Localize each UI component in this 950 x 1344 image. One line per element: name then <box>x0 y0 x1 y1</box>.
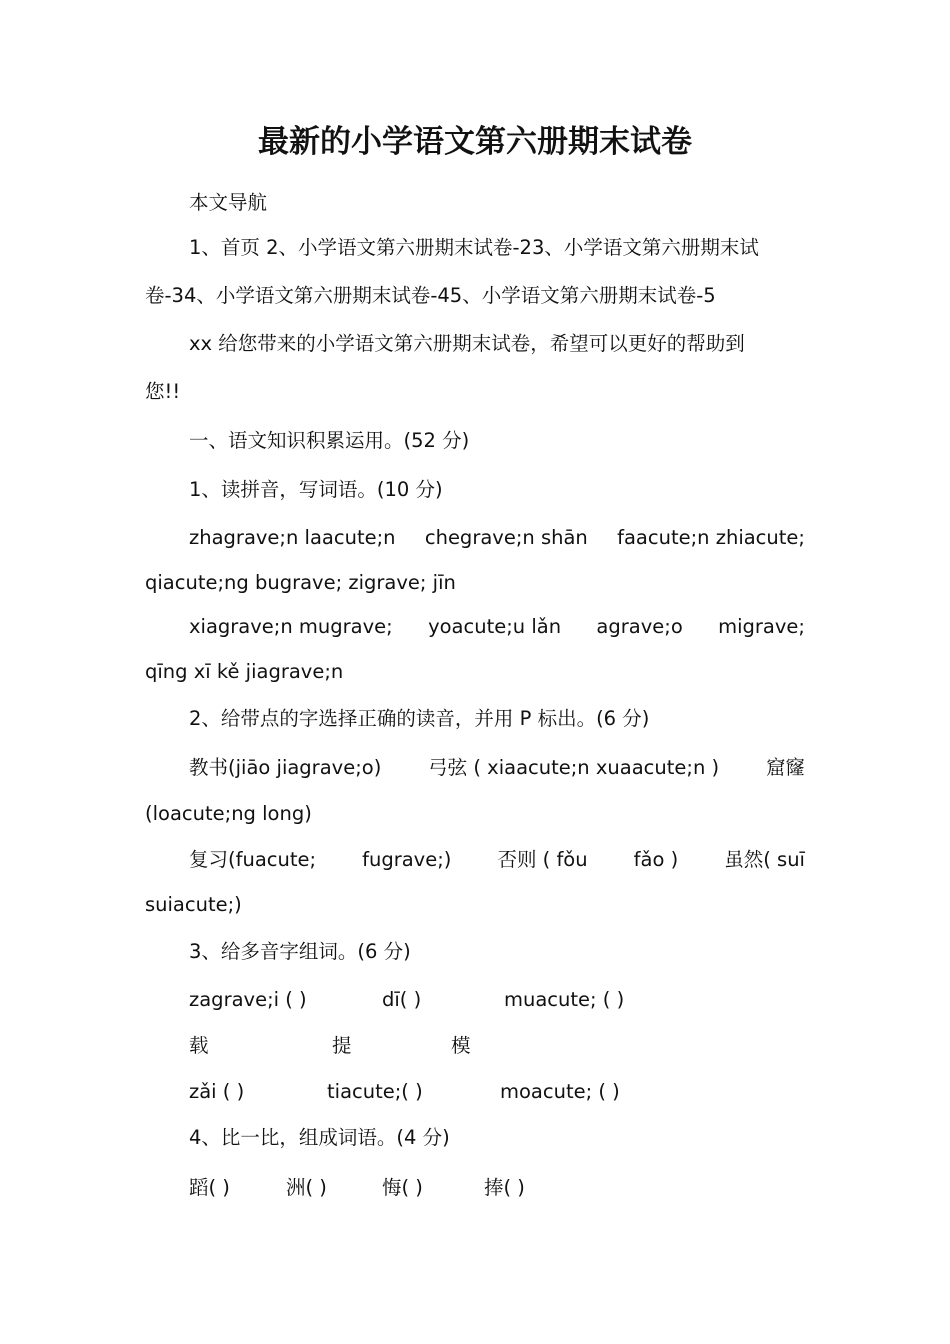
question-4-heading: 4、比一比，组成词语。(4 分) <box>189 1126 450 1149</box>
pinyin-item: migrave; <box>718 615 805 638</box>
question-2-row-2-cont: suiacute;) <box>145 893 242 916</box>
polyphone-char: 载 <box>189 1034 209 1057</box>
question-2-row-1-cont: (loacute;ng long) <box>145 802 312 825</box>
polyphone-answer: zagrave;i ( ) <box>189 988 307 1011</box>
question-3-heading: 3、给多音字组词。(6 分) <box>189 940 411 963</box>
reading-item: 窟窿 <box>765 756 805 779</box>
polyphone-answer: dī( ) <box>382 988 422 1011</box>
reading-item: 否则 ( fǒu <box>497 848 588 871</box>
reading-item: fǎo ) <box>633 848 679 871</box>
question-1-row-1 <box>189 523 805 553</box>
question-1-heading: 1、读拼音，写词语。(10 分) <box>189 478 443 501</box>
nav-heading: 本文导航 <box>189 191 268 214</box>
pinyin-item: faacute;n zhiacute; <box>617 526 805 549</box>
pinyin-item: xiagrave;n mugrave; <box>189 615 393 638</box>
reading-item: 复习(fuacute; <box>189 848 317 871</box>
nav-line-2: 卷-34、小学语文第六册期末试卷-45、小学语文第六册期末试卷-5 <box>145 284 716 307</box>
reading-item: 虽然( suī <box>724 848 805 871</box>
polyphone-answer: zǎi ( ) <box>189 1080 245 1103</box>
polyphone-char: 提 <box>332 1034 352 1057</box>
question-1-row-2 <box>189 612 805 642</box>
question-2-row-2 <box>189 845 805 875</box>
compare-item: 洲( ) <box>286 1176 327 1199</box>
polyphone-answer: moacute; ( ) <box>500 1080 620 1103</box>
question-2-heading: 2、给带点的字选择正确的读音，并用 P 标出。(6 分) <box>189 707 650 730</box>
question-1-row-1-cont: qiacute;ng bugrave; zigrave; jīn <box>145 571 456 594</box>
intro-line-2: 您!! <box>145 380 181 403</box>
reading-item: 弓弦 ( xiaacute;n xuaacute;n ) <box>428 756 720 779</box>
question-1-row-2-cont: qīng xī kě jiagrave;n <box>145 660 344 683</box>
intro-line-1: xx 给您带来的小学语文第六册期末试卷，希望可以更好的帮助到 <box>189 332 745 355</box>
compare-item: 捧( ) <box>484 1176 525 1199</box>
nav-line-1: 1、首页 2、小学语文第六册期末试卷-23、小学语文第六册期末试 <box>189 236 759 259</box>
polyphone-answer: muacute; ( ) <box>504 988 625 1011</box>
compare-item: 悔( ) <box>382 1176 423 1199</box>
compare-item: 蹈( ) <box>189 1176 230 1199</box>
polyphone-char: 模 <box>451 1034 471 1057</box>
reading-item: 教书(jiāo jiagrave;o) <box>189 756 382 779</box>
pinyin-item: chegrave;n shān <box>424 526 588 549</box>
question-2-row-1 <box>189 753 805 783</box>
page-title: 最新的小学语文第六册期末试卷 <box>258 124 692 160</box>
section-heading: 一、语文知识积累运用。(52 分) <box>189 429 470 452</box>
pinyin-item: agrave;o <box>596 615 683 638</box>
pinyin-item: yoacute;u lǎn <box>428 615 562 638</box>
reading-item: fugrave;) <box>362 848 452 871</box>
pinyin-item: zhagrave;n laacute;n <box>189 526 396 549</box>
polyphone-answer: tiacute;( ) <box>327 1080 423 1103</box>
